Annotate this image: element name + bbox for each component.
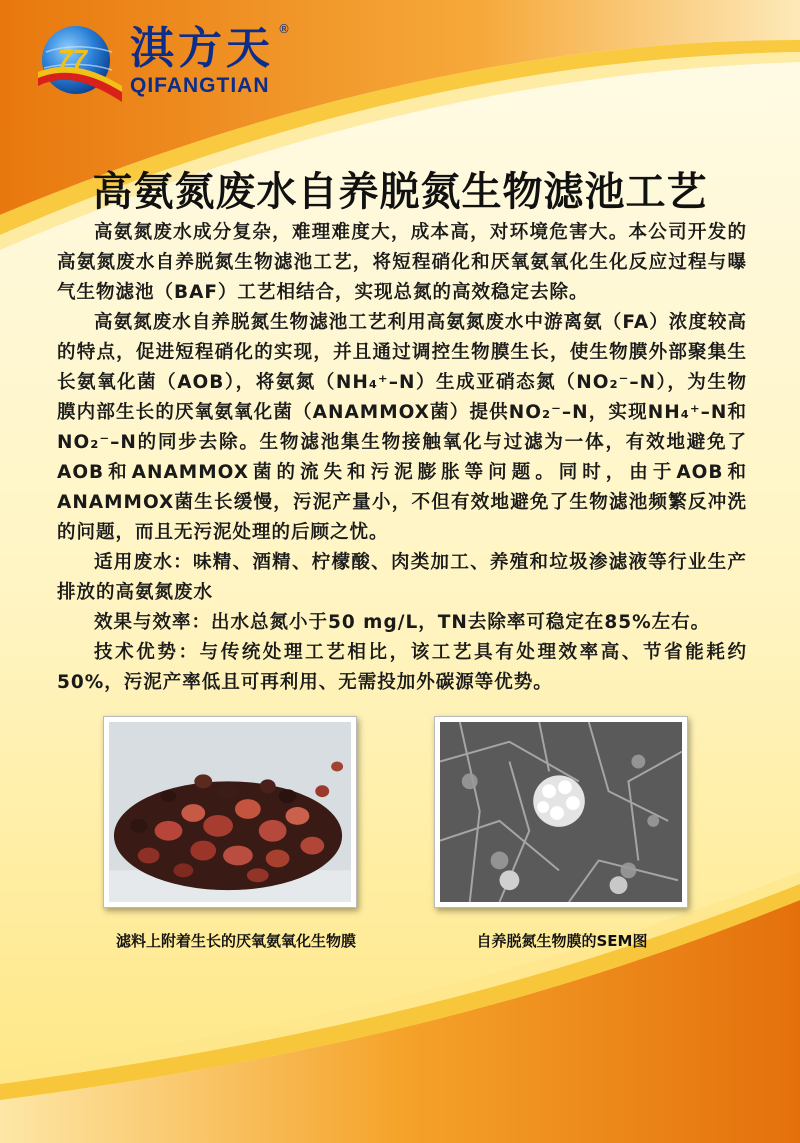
sem-micrograph-photo <box>434 716 688 908</box>
paragraph-intro: 高氨氮废水成分复杂，难理难度大，成本高，对环境危害大。本公司开发的高氨氮废水自养脱氮生物滤池工艺，将短程硝化和厌氧氨氧化生化反应过程与曝气生物滤池（BAF）工艺相结合，实现总氮的高效稳定去除。 <box>57 222 747 303</box>
logo-mark-text: 77 <box>58 44 87 74</box>
photo-caption-biofilm: 滤料上附着生长的厌氧氨氧化生物膜 <box>115 932 356 950</box>
brand-name-en: QIFANGTIAN <box>130 74 270 97</box>
brand-name-cn: 淇方天 <box>130 23 274 74</box>
paragraph-performance: 效果与效率：出水总氮小于50 mg/L，TN去除率可稳定在85%左右。 <box>94 612 711 633</box>
biofilm-media-photo <box>103 716 357 908</box>
paragraph-mechanism: 高氨氮废水自养脱氮生物滤池工艺利用高氨氮废水中游离氨（FA）浓度较高的特点，促进短程硝化的实现，并且通过调控生物膜生长，使生物膜外部聚集生长氨氧化菌（AOB），将氨氮（NH₄⁺–N）生成亚硝态氮（NO₂⁻–N），为生物膜内部生长的厌氧氨氧化菌（ANAMMOX菌）提供NO₂⁻–N，实现NH₄⁺–N和NO₂⁻–N的同步去除。生物滤池集生物接触氧化与过滤为一体，有效地避免了AOB和ANAMMOX菌的流失和污泥膨胀等问题。同时，由于AOB和ANAMMOX菌生长缓慢，污泥产量小，不但有效地避免了生物滤池频繁反冲洗的问题，而且无污泥处理的后顾之忧。 <box>57 312 747 543</box>
body-text <box>57 218 747 698</box>
photo-caption-sem: 自养脱氮生物膜的SEM图 <box>476 932 648 950</box>
globe-logo-icon <box>38 22 122 106</box>
paragraph-advantages: 技术优势：与传统处理工艺相比，该工艺具有处理效率高、节省能耗约50%，污泥产率低且可再利用、无需投加外碳源等优势。 <box>57 642 747 693</box>
sem-micrograph-photo-icon <box>440 722 682 902</box>
page-title: 高氨氮废水自养脱氮生物滤池工艺 <box>92 169 708 215</box>
biofilm-media-photo-icon <box>109 722 351 902</box>
brand-logo <box>38 18 298 110</box>
registered-mark: ® <box>278 22 290 36</box>
paragraph-applicable-wastewater: 适用废水：味精、酒精、柠檬酸、肉类加工、养殖和垃圾渗滤液等行业生产排放的高氨氮废水 <box>57 552 747 603</box>
